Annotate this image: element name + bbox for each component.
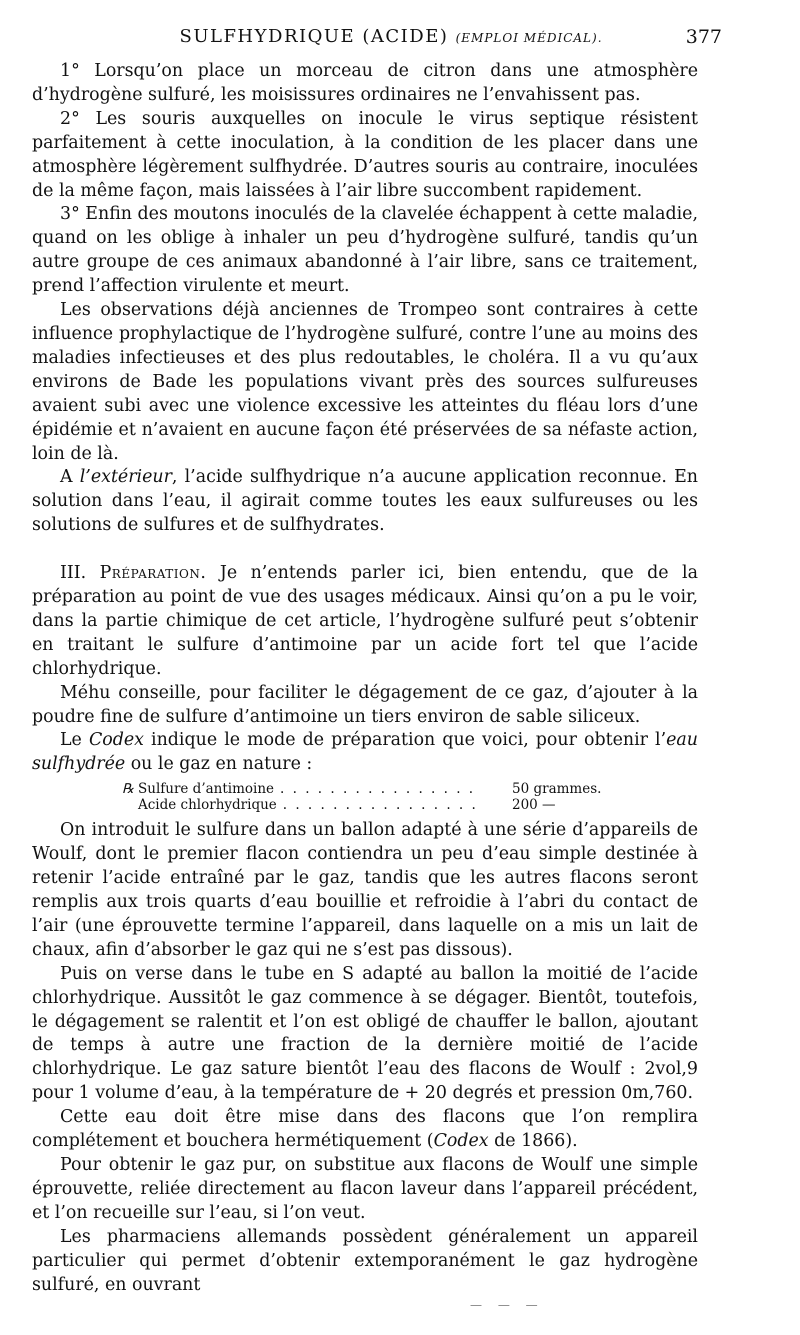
ingredient-name: Sulfure d’antimoine — [138, 781, 275, 798]
emphasis: eau sulfhydrée — [32, 730, 699, 775]
paragraph-sheep: 3° Enfin des moutons inoculés de la clavelée échappent à cette maladie, quand on les oblige à inhaler un peu d’hydrogène sulfuré, tandis qu’un autre groupe de ces animaux abandonné à l’air libre, sans ce traitement, prend l’affection virulente et meurt. — [32, 204, 698, 297]
section-preparation — [32, 562, 698, 682]
paragraph-woulf-apparatus: On introduit le sulfure dans un ballon adapté à une série d’appareils de Woulf, dont le premier flacon contiendra un peu d’eau simple destinée à retenir l’acide entraîné par le gaz, tandis que les autres flacons seront remplis aux trois quarts d’eau bouillie et refroidie à l’abri du contact de l’air (une éprouvette termine l’appareil, dans laquelle on a mis un lait de chaux, afin d’absorber le gaz qui ne s’est pas dissous). — [32, 820, 698, 960]
running-title-main: SULFHYDRIQUE (ACIDE) — [179, 26, 449, 47]
recipe-row — [122, 781, 622, 797]
text-run: A — [60, 467, 80, 488]
footer-marks: — — — — [470, 1298, 544, 1312]
leader-dots: . . . . . . . . . . . . . . . . — [280, 781, 476, 798]
emphasis: Codex — [88, 730, 144, 751]
paragraph-lemon: 1° Lorsqu’on place un morceau de citron dans une atmosphère d’hydrogène sulfuré, les moisissures ordinaires ne l’envahissent pas. — [32, 61, 698, 105]
paragraph-storage — [32, 1106, 698, 1154]
ingredient-name: Acide chlorhydrique — [138, 797, 277, 814]
paragraph-trompeo: Les observations déjà anciennes de Trompeo sont contraires à cette influence prophylactique de l’hydrogène sulfuré, contre l’une au moins des maladies infectieuses et des plus redoutables, le choléra. Il a vu qu’aux environs de Bade les populations vivant près des sources sulfureuses avaient subi avec une violence excessive les atteintes du fléau lors d’une épidémie et n’avaient en aucune façon été préservées de sa néfaste action, loin de là. — [32, 300, 698, 464]
paragraph-procedure: Puis on verse dans le tube en S adapté au ballon la moitié de l’acide chlorhydrique. Aussitôt le gaz commence à se dégager. Bientôt, toutefois, le dégagement se ralentit et l’on est obligé de chauffer le ballon, ajoutant de temps à autre une fraction de la dernière moitié de l’acide chlorhydrique. Le gaz sature bientôt l’eau des flacons de Woulf : 2vol,9 pour 1 volume d’eau, à la température de + 20 degrés et pression 0m,760. — [32, 963, 698, 1104]
running-title-sub: (EMPLOI MÉDICAL). — [455, 31, 603, 45]
section-number: III. — [60, 563, 100, 584]
text-run: Cette eau doit être mise dans des flacons que l’on remplira complétement et bouchera hermétiquement ( — [32, 1107, 698, 1152]
paragraph-mehu: Méhu conseille, pour faciliter le dégagement de ce gaz, d’ajouter à la poudre fine de sulfure d’antimoine un tiers environ de sable siliceux. — [32, 682, 698, 727]
text-run: de 1866). — [488, 1131, 578, 1152]
paragraph-german-pharmacists: Les pharmaciens allemands possèdent généralement un appareil particulier qui permet d’obtenir extemporanément le gaz hydrogène sulfuré, en ouvrant — [32, 1226, 698, 1295]
paragraph-codex — [32, 729, 698, 777]
leader-dots: . . . . . . . . . . . . . . . . — [282, 797, 478, 814]
paragraph-external-use — [32, 466, 698, 538]
paragraph-pure-gas: Pour obtenir le gaz pur, on substitue aux flacons de Woulf une simple éprouvette, reliée directement au flacon laveur dans l’appareil précédent, et l’on recueille sur l’eau, si l’on veut. — [32, 1154, 698, 1223]
body-text — [32, 60, 698, 1297]
section-heading: Préparation. — [99, 563, 207, 584]
recipe-block — [122, 781, 622, 813]
page-header — [60, 26, 722, 60]
emphasis: l’extérieur — [79, 467, 172, 488]
recipe-row — [122, 797, 622, 813]
page-number: 377 — [685, 26, 722, 48]
paragraph-mice: 2° Les souris auxquelles on inocule le virus septique résistent parfaitement à cette inoculation, à la condition de les placer dans une atmosphère légèrement sulfhydrée. D’autres souris au contraire, inoculées de la même façon, mais laissées à l’air libre succombent rapidement. — [32, 108, 698, 201]
ingredient-quantity: 200 — — [512, 797, 556, 814]
text-run: Le — [60, 730, 89, 751]
running-title — [60, 26, 722, 47]
text-run: ou le gaz en nature : — [125, 754, 313, 775]
text-run: , l’acide sulfhydrique n’a aucune application reconnue. En solution dans l’eau, il agirait comme toutes les eaux sulfureuses ou les solutions de sulfures et de sulfhydrates. — [32, 467, 698, 536]
recipe-symbol: ℞ — [122, 781, 135, 798]
ingredient-quantity: 50 grammes. — [512, 781, 602, 798]
emphasis: Codex — [433, 1131, 489, 1152]
text-run: Je n’entends parler ici, bien entendu, que de la préparation au point de vue des usages médicaux. Ainsi qu’on a pu le voir, dans la partie chimique de cet article, l’hydrogène sulfuré peut s’obtenir en traitant le sulfure d’antimoine par un acide fort tel que l’acide chlorhydrique. — [32, 563, 698, 679]
text-run: indique le mode de préparation que voici, pour obtenir l’ — [143, 730, 667, 751]
